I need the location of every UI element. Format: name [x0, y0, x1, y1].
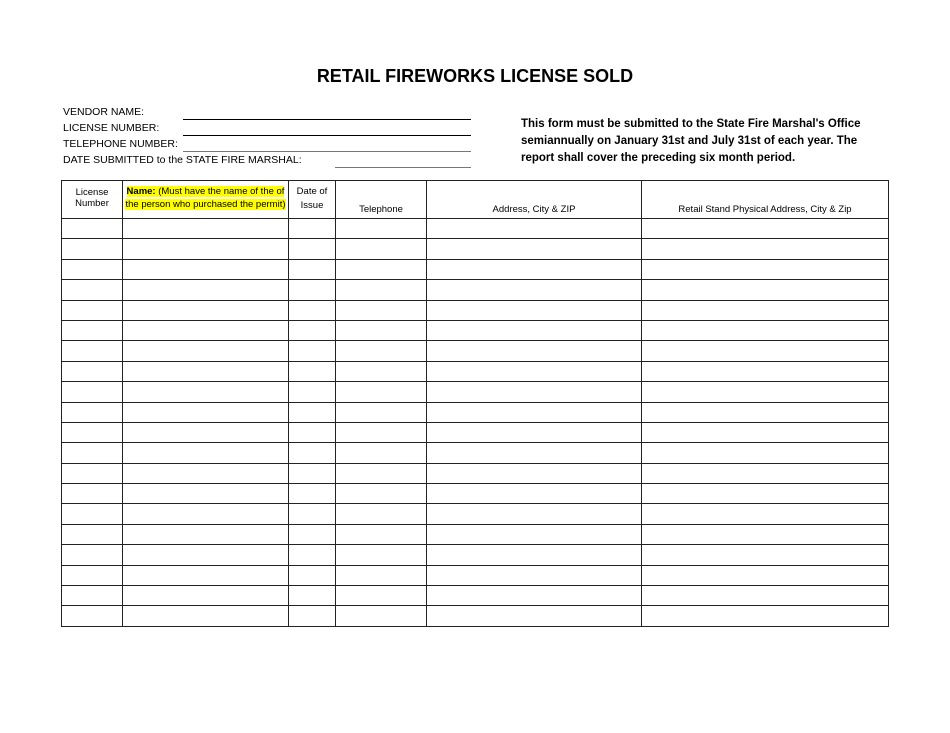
- cell-stand-address[interactable]: [642, 239, 889, 259]
- cell-telephone[interactable]: [336, 463, 427, 483]
- cell-date-of-issue[interactable]: [289, 341, 336, 361]
- name-note: (Must have the name of the of: [155, 186, 285, 197]
- cell-license-number[interactable]: [62, 219, 123, 239]
- table-row: [62, 361, 889, 381]
- cell-stand-address[interactable]: [642, 402, 889, 422]
- cell-stand-address[interactable]: [642, 300, 889, 320]
- cell-name[interactable]: [123, 280, 289, 300]
- cell-name[interactable]: [123, 259, 289, 279]
- cell-telephone[interactable]: [336, 382, 427, 402]
- cell-date-of-issue[interactable]: [289, 259, 336, 279]
- cell-stand-address[interactable]: [642, 422, 889, 442]
- table-row: [62, 443, 889, 463]
- cell-name[interactable]: [123, 565, 289, 585]
- license-number-label: LICENSE NUMBER:: [63, 122, 160, 134]
- cell-name[interactable]: [123, 239, 289, 259]
- cell-address[interactable]: [427, 382, 642, 402]
- header-license-number: [62, 181, 123, 219]
- vendor-name-label: VENDOR NAME:: [63, 106, 145, 118]
- cell-telephone[interactable]: [336, 565, 427, 585]
- table-row: [62, 545, 889, 565]
- cell-telephone[interactable]: [336, 422, 427, 442]
- cell-name[interactable]: [123, 361, 289, 381]
- cell-license-number[interactable]: [62, 524, 123, 544]
- cell-license-number[interactable]: [62, 565, 123, 585]
- table-row: [62, 484, 889, 504]
- cell-name[interactable]: [123, 341, 289, 361]
- cell-name[interactable]: [123, 382, 289, 402]
- cell-telephone[interactable]: [336, 504, 427, 524]
- cell-telephone[interactable]: [336, 484, 427, 504]
- cell-telephone[interactable]: [336, 219, 427, 239]
- header-address: Address, City & ZIP: [427, 181, 642, 219]
- table-row: [62, 341, 889, 361]
- cell-date-of-issue[interactable]: [289, 545, 336, 565]
- name-note: the person who purchased the permit): [125, 199, 286, 210]
- cell-date-of-issue[interactable]: [289, 402, 336, 422]
- table-row: [62, 382, 889, 402]
- cell-address[interactable]: [427, 463, 642, 483]
- cell-stand-address[interactable]: [642, 341, 889, 361]
- cell-stand-address[interactable]: [642, 320, 889, 340]
- cell-address[interactable]: [427, 259, 642, 279]
- table-row: [62, 280, 889, 300]
- cell-telephone[interactable]: [336, 259, 427, 279]
- table-row: [62, 300, 889, 320]
- cell-telephone[interactable]: [336, 300, 427, 320]
- cell-telephone[interactable]: [336, 320, 427, 340]
- cell-license-number[interactable]: [62, 382, 123, 402]
- cell-date-of-issue[interactable]: [289, 504, 336, 524]
- cell-stand-address[interactable]: [642, 524, 889, 544]
- cell-telephone[interactable]: [336, 239, 427, 259]
- cell-address[interactable]: [427, 586, 642, 606]
- table-row: [62, 320, 889, 340]
- cell-name[interactable]: [123, 504, 289, 524]
- cell-address[interactable]: [427, 300, 642, 320]
- table-row: [62, 606, 889, 626]
- cell-telephone[interactable]: [336, 280, 427, 300]
- cell-date-of-issue[interactable]: [289, 463, 336, 483]
- header-text: Number: [75, 198, 109, 209]
- cell-address[interactable]: [427, 341, 642, 361]
- cell-telephone[interactable]: [336, 361, 427, 381]
- cell-name[interactable]: [123, 402, 289, 422]
- cell-stand-address[interactable]: [642, 361, 889, 381]
- cell-telephone[interactable]: [336, 524, 427, 544]
- header-text: Issue: [300, 200, 324, 211]
- cell-name[interactable]: [123, 422, 289, 442]
- header-date-of-issue: [289, 181, 336, 219]
- table-row: [62, 463, 889, 483]
- cell-license-number[interactable]: [62, 484, 123, 504]
- cell-date-of-issue[interactable]: [289, 443, 336, 463]
- cell-telephone[interactable]: [336, 443, 427, 463]
- submission-notice: This form must be submitted to the State Fire Marshal's Office semiannually on January 31st and July 31st of each year. The report shall cover the preceding six month period.: [521, 118, 861, 164]
- table-row: [62, 259, 889, 279]
- cell-license-number[interactable]: [62, 504, 123, 524]
- cell-address[interactable]: [427, 484, 642, 504]
- cell-address[interactable]: [427, 280, 642, 300]
- cell-date-of-issue[interactable]: [289, 524, 336, 544]
- date-submitted-label: DATE SUBMITTED to the STATE FIRE MARSHAL:: [63, 154, 302, 166]
- cell-stand-address[interactable]: [642, 443, 889, 463]
- table-row: [62, 402, 889, 422]
- cell-telephone[interactable]: [336, 545, 427, 565]
- cell-name[interactable]: [123, 300, 289, 320]
- cell-license-number[interactable]: [62, 280, 123, 300]
- cell-name[interactable]: [123, 586, 289, 606]
- cell-address[interactable]: [427, 443, 642, 463]
- cell-license-number[interactable]: [62, 341, 123, 361]
- cell-license-number[interactable]: [62, 320, 123, 340]
- cell-date-of-issue[interactable]: [289, 382, 336, 402]
- header-text: License: [75, 187, 109, 198]
- cell-stand-address[interactable]: [642, 259, 889, 279]
- table-row: [62, 239, 889, 259]
- cell-date-of-issue[interactable]: [289, 280, 336, 300]
- cell-telephone[interactable]: [336, 402, 427, 422]
- header-text: Date of: [296, 186, 328, 197]
- cell-license-number[interactable]: [62, 443, 123, 463]
- cell-name[interactable]: [123, 443, 289, 463]
- cell-address[interactable]: [427, 239, 642, 259]
- cell-date-of-issue[interactable]: [289, 361, 336, 381]
- cell-date-of-issue[interactable]: [289, 565, 336, 585]
- cell-license-number[interactable]: [62, 402, 123, 422]
- header-stand-address: Retail Stand Physical Address, City & Zip: [642, 181, 889, 219]
- cell-date-of-issue[interactable]: [289, 320, 336, 340]
- cell-date-of-issue[interactable]: [289, 300, 336, 320]
- cell-address[interactable]: [427, 565, 642, 585]
- name-bold-label: Name:: [126, 186, 156, 197]
- table-row: [62, 422, 889, 442]
- cell-address[interactable]: [427, 524, 642, 544]
- table-row: [62, 524, 889, 544]
- date-submitted-field[interactable]: [335, 167, 471, 168]
- cell-stand-address[interactable]: [642, 606, 889, 626]
- cell-telephone[interactable]: [336, 586, 427, 606]
- cell-license-number[interactable]: [62, 259, 123, 279]
- cell-license-number[interactable]: [62, 463, 123, 483]
- table-row: [62, 565, 889, 585]
- table-row: [62, 219, 889, 239]
- cell-address[interactable]: [427, 402, 642, 422]
- cell-telephone[interactable]: [336, 606, 427, 626]
- cell-date-of-issue[interactable]: [289, 586, 336, 606]
- cell-stand-address[interactable]: [642, 504, 889, 524]
- table-row: [62, 586, 889, 606]
- cell-license-number[interactable]: [62, 239, 123, 259]
- header-name: [123, 181, 289, 219]
- cell-address[interactable]: [427, 606, 642, 626]
- cell-date-of-issue[interactable]: [289, 422, 336, 442]
- cell-license-number[interactable]: [62, 361, 123, 381]
- cell-name[interactable]: [123, 484, 289, 504]
- cell-license-number[interactable]: [62, 422, 123, 442]
- cell-stand-address[interactable]: [642, 280, 889, 300]
- cell-name[interactable]: [123, 320, 289, 340]
- cell-stand-address[interactable]: [642, 586, 889, 606]
- header-telephone: Telephone: [336, 181, 427, 219]
- cell-name[interactable]: [123, 606, 289, 626]
- cell-name[interactable]: [123, 219, 289, 239]
- cell-license-number[interactable]: [62, 606, 123, 626]
- cell-telephone[interactable]: [336, 341, 427, 361]
- cell-stand-address[interactable]: [642, 484, 889, 504]
- telephone-number-field[interactable]: [183, 151, 471, 152]
- cell-stand-address[interactable]: [642, 545, 889, 565]
- cell-address[interactable]: [427, 320, 642, 340]
- cell-license-number[interactable]: [62, 586, 123, 606]
- cell-date-of-issue[interactable]: [289, 219, 336, 239]
- cell-address[interactable]: [427, 361, 642, 381]
- cell-name[interactable]: [123, 545, 289, 565]
- table-row: [62, 504, 889, 524]
- cell-address[interactable]: [427, 545, 642, 565]
- page-title: RETAIL FIREWORKS LICENSE SOLD: [316, 66, 634, 86]
- cell-address[interactable]: [427, 219, 642, 239]
- cell-stand-address[interactable]: [642, 219, 889, 239]
- cell-stand-address[interactable]: [642, 382, 889, 402]
- cell-name[interactable]: [123, 524, 289, 544]
- vendor-name-field[interactable]: [183, 119, 471, 120]
- cell-date-of-issue[interactable]: [289, 606, 336, 626]
- license-number-field[interactable]: [183, 135, 471, 136]
- telephone-number-label: TELEPHONE NUMBER:: [63, 138, 178, 150]
- cell-name[interactable]: [123, 463, 289, 483]
- cell-license-number[interactable]: [62, 545, 123, 565]
- cell-stand-address[interactable]: [642, 463, 889, 483]
- license-table: [61, 180, 889, 627]
- cell-date-of-issue[interactable]: [289, 484, 336, 504]
- cell-date-of-issue[interactable]: [289, 239, 336, 259]
- cell-stand-address[interactable]: [642, 565, 889, 585]
- cell-address[interactable]: [427, 504, 642, 524]
- cell-license-number[interactable]: [62, 300, 123, 320]
- cell-address[interactable]: [427, 422, 642, 442]
